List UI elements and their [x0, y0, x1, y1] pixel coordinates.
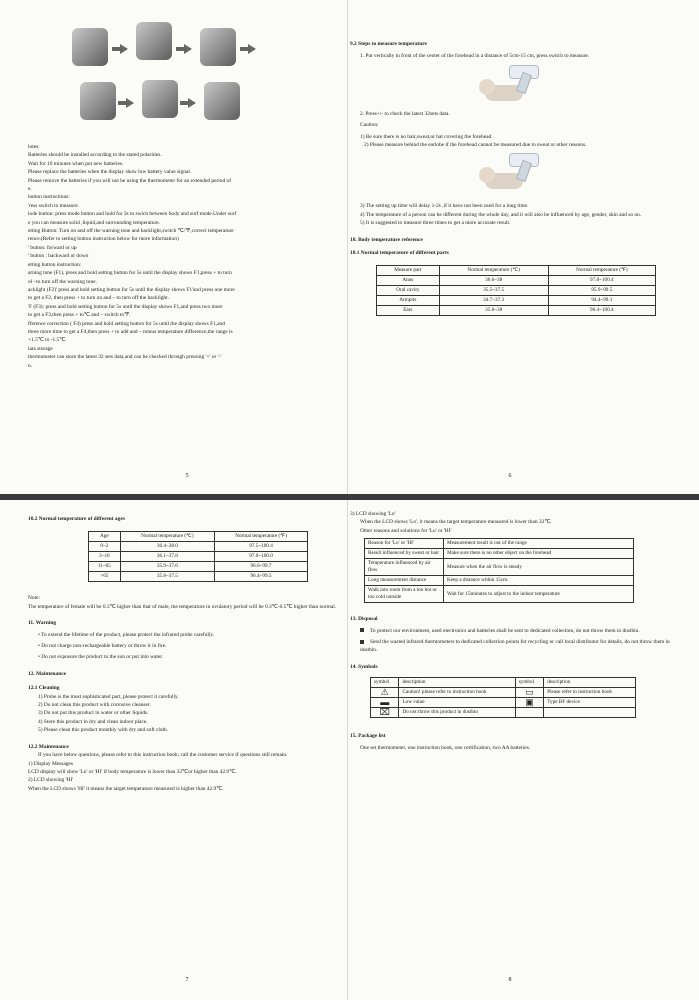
table-cell: 97.5~100.4	[215, 542, 308, 552]
arrow-icon	[248, 44, 256, 54]
earlobe-measure-illustration	[475, 151, 545, 196]
type-bf-icon: ▣	[515, 698, 543, 708]
table-cell: Do not throw this product in dustbin	[399, 708, 515, 718]
table-header: Normal temperature (℃)	[439, 266, 548, 276]
instruction-line: to get a F2, then press + to turn on and – to turn off the backlight.	[28, 295, 169, 302]
table-cell: 11~65	[89, 562, 121, 572]
instruction-line: e you can measure solid ,liquid,and surrounding temperature.	[28, 219, 161, 226]
table-row	[371, 708, 636, 718]
table-cell: 34.7~37.3	[439, 296, 548, 306]
page-number: 8	[508, 976, 512, 983]
instruction-line: n.	[28, 362, 33, 369]
forehead-measure-illustration	[475, 63, 545, 108]
section-heading: 14. Symbols	[350, 663, 378, 670]
table-cell: 95.9~99.5	[548, 286, 655, 296]
table-cell: 0~2	[89, 542, 121, 552]
section-heading: 10.1 Normal temperature of different parts	[350, 250, 449, 257]
step-1: 1. Put vertically in front of the center of the forehead in a distance of 5cm-15 cm, press switch to measure.	[360, 53, 590, 60]
cleaning-line: 5) Please clean this product monthly with dry and soft cloth.	[38, 727, 169, 734]
disposal-line	[350, 638, 670, 655]
table-header: Normal temperature (℃)	[120, 532, 214, 542]
table-row	[89, 552, 308, 562]
photo-step-4	[80, 82, 116, 120]
note-line: Wait for 10 minutes when put new batteries.	[28, 160, 124, 167]
photo-step-2	[136, 22, 172, 60]
instruction-line: lode button: press mode button and hold for 3s to swich between body and surf mode.Under surf	[28, 211, 237, 218]
cleaning-line: 3) Do not put this product in water or other liquids.	[38, 710, 149, 717]
note-line: 4) The temperature of a person can be different during the whole day, and it will also be influenced by age, gender, skin and so on.	[360, 211, 642, 218]
note-text: The temperature of female will be 0.3℃ higher than that of male, the temperature in ovulatory period will be 0.3℃-0.5℃ higher than normal.	[28, 603, 337, 610]
bottom-sheet	[0, 500, 699, 1000]
instruction-line: ' button : backward or down	[28, 253, 89, 260]
table-cell: 3~10	[89, 552, 121, 562]
warning-line: • To extend the lifetime of the product, please protect the infrared probe carefully.	[38, 631, 215, 638]
instruction-line: lata storage	[28, 345, 53, 352]
top-sheet	[0, 0, 699, 494]
table-header: Normal temperature (℉)	[548, 266, 655, 276]
instruction-line: etting button instruction:	[28, 261, 82, 268]
note-title: Note:	[28, 595, 40, 602]
button-instructions	[28, 193, 346, 370]
note-line: Please remove the batteries if you will not be using the thermometer for an extended period of	[28, 177, 231, 184]
caution-line: 2) Please measure behind the earlobe if the forehead cannot be measured due to sweat or other reasons.	[364, 142, 587, 149]
warning-triangle-icon: ⚠	[371, 688, 399, 698]
instruction-book-icon: ▭	[515, 688, 543, 698]
table-header: Measure part	[377, 266, 440, 276]
table-cell-empty	[515, 708, 543, 718]
temperature-parts-table	[376, 265, 656, 316]
table-cell: 35.8~38	[439, 306, 548, 316]
table-header: description	[544, 678, 636, 688]
lcd-lo-text: When the LCD shows 'Lo', it means the target temperature measured is lower than 32℃.	[360, 519, 552, 526]
arrow-icon	[184, 44, 192, 54]
table-header-row	[371, 678, 636, 688]
table-header-row	[89, 532, 308, 542]
cleaning-line: 2) Do not clean this product with corrosive cleanser.	[38, 702, 151, 709]
table-cell: Low value	[399, 698, 515, 708]
table-cell: Measure when the air flow is steady	[444, 559, 634, 576]
page-7	[28, 510, 346, 990]
table-cell: Long measurement distance	[365, 576, 444, 586]
table-cell: >65	[89, 572, 121, 582]
page-5	[28, 18, 346, 486]
note-line: lotes:	[28, 144, 40, 150]
section-heading: 10.2 Normal temperature of different ages	[28, 516, 125, 522]
table-cell: 35.8~37.5	[120, 572, 214, 582]
table-row	[365, 559, 634, 576]
section-heading: 13. Disposal	[350, 616, 378, 623]
table-cell: Walk into room from a too hot or too cold outside	[365, 586, 444, 603]
photo-step-5	[142, 80, 178, 118]
table-cell: 35.9~37.6	[120, 562, 214, 572]
disposal-text: Send the wasted infrared thermometers to dedicated collection points for recycling or call local distributor for details, do not throw them in dustbin.	[360, 639, 670, 654]
maintenance-text: If you have below questions, please refer to this instruction book; call the customer service if questions still remain.	[38, 752, 288, 759]
crossed-bin-icon: ⌧	[371, 708, 399, 718]
table-cell: 96.6~99.7	[215, 562, 308, 572]
table-cell: Temperature influenced by air flow	[365, 559, 444, 576]
disposal-line	[350, 627, 670, 635]
instruction-line: arning tone (F1), press and hold setting button for 5s until the display shows F1,press + to turn	[28, 270, 232, 277]
page-8	[350, 510, 670, 990]
bullet-square-icon	[360, 628, 364, 632]
table-cell: Type BF device	[544, 698, 636, 708]
display-messages: 1) Display Messages	[28, 760, 73, 767]
table-cell: 36.1~37.8	[120, 552, 214, 562]
lcd-hi-title: 2) LCD showing 'HI'	[28, 777, 74, 784]
instruction-line: acklight (F2)' press and hold setting button for 5s until the display shows F1'and press one more	[28, 286, 235, 293]
table-cell: Keep a distance within 15cm.	[444, 576, 634, 586]
cleaning-line: 1) Probe is the most sophisticated part, please protect it carefully.	[38, 693, 179, 700]
arrow-icon	[120, 44, 128, 54]
table-cell: 36.4~38.0	[120, 542, 214, 552]
instruction-line: ol –to turn off the warning tone.	[28, 278, 97, 285]
bullet-square-icon	[360, 640, 364, 644]
table-cell: Reason for 'Lo' or 'HI'	[365, 539, 444, 549]
table-row	[89, 542, 308, 552]
section-heading: 12.2 Maintenance	[28, 743, 69, 750]
table-cell: Ears	[377, 306, 440, 316]
table-cell: 35.5~37.5	[439, 286, 548, 296]
table-header: Age	[89, 532, 121, 542]
warning-line: • Do not charge non-rechargeable battery or throw it in fire.	[38, 643, 167, 650]
table-row	[365, 586, 634, 603]
instruction-line: etting Button: Turn on and off the warning tone and backlight,switch ℃/℉,correct temperature	[28, 228, 234, 235]
table-row	[371, 698, 636, 708]
table-cell: Wait for 15minutes to adjust to the indoor temperature	[444, 586, 634, 603]
table-header: Normal temperature (℉)	[215, 532, 308, 542]
table-row	[365, 576, 634, 586]
note-line: 5) It is suggested to measure three times to get a more accurate result.	[360, 220, 511, 227]
instruction-line: to get a F3,then press + to℃ and – switch to℉.	[28, 312, 131, 319]
table-header: symbol	[515, 678, 543, 688]
display-text: LCD display will show 'Lo' or 'HI' if body temperature is lower than 32℃or higher than 42.9℃.	[28, 768, 237, 775]
table-header-row	[365, 539, 634, 549]
page-fold	[347, 0, 348, 494]
table-cell: Anus	[377, 276, 440, 286]
table-header-row	[377, 266, 656, 276]
arrow-icon	[188, 98, 196, 108]
note-line: e.	[28, 186, 32, 193]
table-cell: 96.4~100.4	[548, 306, 655, 316]
instruction-line: 'ress switch to measure.	[28, 202, 79, 209]
table-cell: 96.4~99.5	[215, 572, 308, 582]
instruction-line: rence.(Refer to setting button instruction below for more information)	[28, 236, 179, 243]
table-row	[371, 688, 636, 698]
section-heading: 12. Maintenance	[28, 670, 67, 677]
table-row	[377, 276, 656, 286]
instruction-line: fference correction ( F4) press and hold setting button for 5s until the display shows F1,and	[28, 320, 225, 327]
table-cell: 36.6~38	[439, 276, 548, 286]
battery-notes	[28, 143, 346, 193]
lcd-lo-title: 3) LCD showing 'Lo'	[350, 511, 396, 517]
instruction-line: +1.5℃ to -1.5℃.	[28, 337, 67, 344]
warning-line: • Do not exposure the product to the sun or put into water.	[38, 654, 164, 661]
disposal-text: To protect our environment, used electronics and batteries shall be sent to dedicated collection, do not throw them in dustbin.	[370, 627, 640, 634]
page-number: 6	[508, 472, 512, 479]
table-row	[89, 572, 308, 582]
note-line: Batteries should be installed according to the stated polarities.	[28, 152, 162, 159]
symbols-table	[370, 677, 636, 718]
caution-line: 1) Be sure there is no hair,sweat,or hat covering the forehead.	[360, 133, 493, 140]
table-cell: Caution! please refer to instruction book	[399, 688, 515, 698]
note-line: 3) The setting up time will delay 1-2s ,if it have not been used for a long time.	[360, 203, 529, 210]
table-header: description	[399, 678, 515, 688]
instruction-line: button instructions:	[28, 194, 70, 201]
table-cell: 94.4~99.1	[548, 296, 655, 306]
table-cell: Make sure there is no other object on the forehead	[444, 549, 634, 559]
lcd-hi-text: When the LCD shows 'HI' it means the target temperature measured is higher than 42.9℃.	[28, 785, 224, 792]
cleaning-line: 4) Store this product in dry and clean indoor place.	[38, 718, 148, 725]
table-row	[377, 286, 656, 296]
instruction-line: three more time to get a F4,then press + to add and – minus temperature difference,the range is	[28, 328, 233, 335]
table-row	[365, 549, 634, 559]
arrow-icon	[126, 98, 134, 108]
page-number: 7	[185, 976, 189, 983]
section-heading: 12.1 Cleaning	[28, 685, 60, 692]
lo-hi-reasons-table	[364, 538, 634, 603]
note-line: Please replace the batteries when the display show low battery value signal.	[28, 169, 192, 176]
battery-install-photos	[28, 18, 346, 133]
package-list: One set thermometer, one instruction book, one certification, two AA batteries.	[360, 744, 531, 751]
section-heading: 15. Package list	[350, 733, 386, 740]
section-heading: 11. Warning	[28, 620, 57, 627]
low-battery-icon: ▬	[371, 698, 399, 708]
table-cell: Result influenced by sweat or hair	[365, 549, 444, 559]
photo-step-6	[204, 82, 240, 120]
table-cell: Measurement result is out of the range	[444, 539, 634, 549]
section-heading: 9.2 Steps to measure temperature	[350, 41, 427, 47]
page-fold	[347, 500, 348, 1000]
page-6	[350, 18, 670, 486]
table-cell-empty	[544, 708, 636, 718]
table-cell: 97.0~100.0	[215, 552, 308, 562]
table-cell: Oral cavity	[377, 286, 440, 296]
caution-title: Caution:	[360, 122, 379, 129]
table-header: symbol	[371, 678, 399, 688]
photo-step-3	[200, 28, 236, 66]
table-cell: Armpits	[377, 296, 440, 306]
lcd-lo-text: Other reasons and solutions for 'Lo' or 'HI'	[360, 527, 452, 534]
instruction-line: thermometer can store the latest 32 sets data,and can be checked through pressing '+' or '-'	[28, 354, 222, 361]
step-2: 2. Press+/- to check the latest 32sets data.	[360, 110, 450, 117]
instruction-line: 'F (F3): press and hold setting button for 5s until the display shows F1,and press two more	[28, 303, 223, 310]
table-cell: 97.8~100.4	[548, 276, 655, 286]
temperature-ages-table	[88, 531, 308, 582]
instruction-line: ' button: forward or up	[28, 244, 77, 251]
table-row	[89, 562, 308, 572]
table-row	[377, 306, 656, 316]
section-heading: 10. Body temperature reference	[350, 236, 423, 243]
table-cell: Please refer to instruction book	[544, 688, 636, 698]
page-number: 5	[185, 472, 189, 479]
table-row	[377, 296, 656, 306]
baby-head	[479, 79, 495, 95]
photo-step-1	[72, 28, 108, 66]
